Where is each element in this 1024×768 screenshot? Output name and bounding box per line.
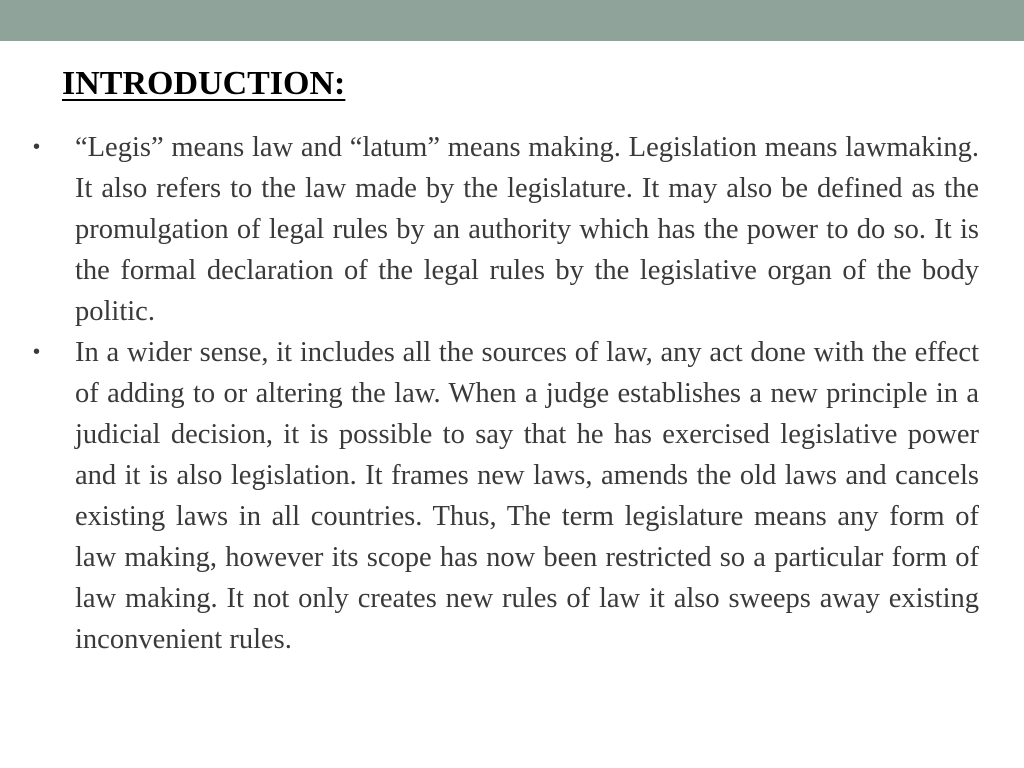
bullet-item	[0, 127, 1024, 332]
bullet-dot-icon: •	[33, 136, 41, 158]
bullet-text: In a wider sense, it includes all the sources of law, any act done with the effect of adding to or altering the law. When a judge establishes a new principle in a judicial decision, it is possible to say that he has exercised legislative power and it is also legislation. It frames new laws, amends the old laws and cancels existing laws in all countries. Thus, The term legislature means any form of law making, however its scope has now been restricted so a particular form of law making. It not only creates new rules of law it also sweeps away existing inconvenient rules.	[75, 337, 979, 655]
bullet-text: “Legis” means law and “latum” means making. Legislation means lawmaking. It also refers to the law made by the legislature. It may also be defined as the promulgation of legal rules by an authority which has the power to do so. It is the formal declaration of the legal rules by the legislative organ of the body politic.	[75, 132, 979, 327]
top-band	[0, 0, 1024, 41]
bullet-item	[0, 332, 1024, 660]
slide-title: INTRODUCTION:	[62, 65, 346, 102]
bullet-list	[0, 127, 1024, 660]
bullet-dot-icon: •	[33, 341, 41, 363]
